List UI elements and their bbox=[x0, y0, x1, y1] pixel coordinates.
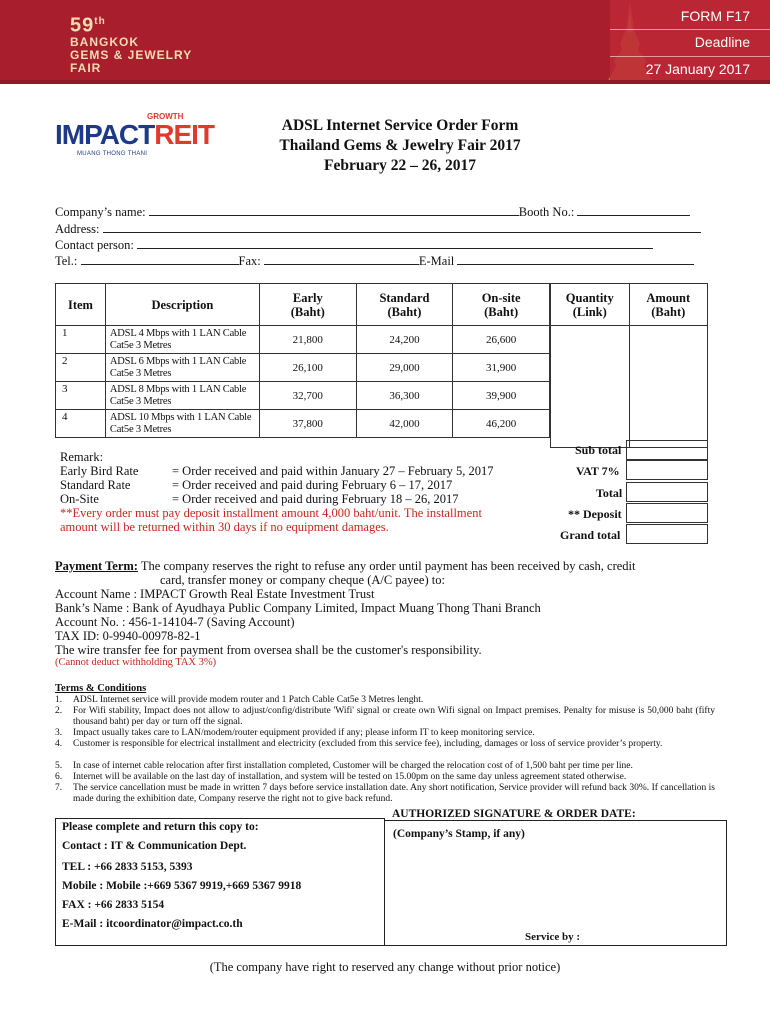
price-table bbox=[55, 283, 550, 438]
table-row bbox=[56, 354, 550, 382]
tel-field[interactable] bbox=[81, 254, 239, 265]
row-item: 2 bbox=[56, 354, 106, 382]
return-tel: TEL : +66 2833 5153, 5393 bbox=[62, 861, 193, 873]
remark-standard: Standard Rate = Order received and paid during February 6 – 17, 2017 bbox=[60, 478, 453, 492]
total-field[interactable] bbox=[626, 482, 708, 502]
tel-label: Tel.: bbox=[55, 254, 78, 268]
term-item: 3. Impact usually takes care to LAN/modem/router equipment provided if any; please inform IT to keep monitoring service. bbox=[55, 728, 535, 738]
table-header-row bbox=[56, 284, 550, 326]
sub-total-field[interactable] bbox=[626, 440, 708, 460]
total-label: Total bbox=[596, 486, 623, 500]
term-item: 6. Internet will be available on the last day of installation, and system will be tested on 15.00pm on the same day unless agreement stated otherwise. bbox=[55, 772, 627, 782]
company-line bbox=[55, 205, 690, 220]
company-label: Company’s name: bbox=[55, 205, 146, 219]
title-line-3: February 22 – 26, 2017 bbox=[324, 157, 476, 174]
remark-early: Early Bird Rate = Order received and paid within January 27 – February 5, 2017 bbox=[60, 464, 494, 478]
banner-stripe bbox=[0, 80, 770, 84]
table-row bbox=[56, 410, 550, 438]
logo-main-right: REIT bbox=[154, 119, 215, 150]
company-field[interactable] bbox=[149, 205, 519, 216]
row-description: ADSL 4 Mbps with 1 LAN Cable Cat5e 3 Metres bbox=[105, 326, 259, 354]
sub-total-label: Sub total bbox=[575, 443, 622, 457]
amount-cell[interactable] bbox=[629, 326, 707, 354]
logo-sub: MUANG THONG THANI bbox=[77, 151, 148, 157]
table-row bbox=[56, 382, 550, 410]
divider bbox=[610, 29, 770, 30]
deposit-note-1: **Every order must pay deposit installment amount 4,000 baht/unit. The installment bbox=[60, 506, 482, 520]
header-early: Early (Baht) bbox=[259, 284, 356, 326]
return-fax: FAX : +66 2833 5154 bbox=[62, 899, 165, 911]
account-no: Account No. : 456-1-14104-7 (Saving Account) bbox=[55, 615, 295, 629]
quantity-cell[interactable] bbox=[551, 354, 630, 382]
term-item: 1. ADSL Internet service will provide modem router and 1 Patch Cable Cat5e 3 Metres lenght. bbox=[55, 695, 424, 705]
row-early-price: 21,800 bbox=[259, 326, 356, 354]
booth-field[interactable] bbox=[577, 205, 690, 216]
header-quantity: Quantity (Link) bbox=[551, 284, 630, 326]
row-description: ADSL 8 Mbps with 1 LAN Cable Cat5e 3 Metres bbox=[105, 382, 259, 410]
return-instruction: Please complete and return this copy to: bbox=[62, 821, 259, 833]
row-onsite-price: 26,600 bbox=[453, 326, 550, 354]
amount-cell[interactable] bbox=[629, 354, 707, 382]
vat-field[interactable] bbox=[626, 460, 708, 480]
footer-note: (The company have right to reserved any change without prior notice) bbox=[209, 960, 561, 974]
address-field[interactable] bbox=[103, 222, 701, 233]
return-contact: Contact : IT & Communication Dept. bbox=[62, 840, 247, 852]
term-item: 7. The service cancellation must be made in written 7 days before service installation date. Any short notification, Service provider will refund back 30%. If cancellation is made during the exhibition date, Company reserve the right not to give back refund. bbox=[55, 783, 715, 804]
table-row bbox=[551, 354, 708, 382]
form-code: FORM F17 bbox=[680, 8, 750, 24]
row-early-price: 32,700 bbox=[259, 382, 356, 410]
term-item: 4. Customer is responsible for electrical installment and electricity (excluded from this service fee), including, damages or loss of service provider’s property. bbox=[55, 739, 663, 749]
row-item: 3 bbox=[56, 382, 106, 410]
row-onsite-price: 46,200 bbox=[453, 410, 550, 438]
address-label: Address: bbox=[55, 222, 100, 236]
account-name: Account Name : IMPACT Growth Real Estate Investment Trust bbox=[55, 587, 375, 601]
email-label: E-Mail bbox=[418, 254, 455, 268]
tel-fax-email-line bbox=[55, 254, 694, 269]
row-standard-price: 29,000 bbox=[356, 354, 453, 382]
header-item: Item bbox=[56, 284, 106, 326]
remark-onsite: On-Site = Order received and paid during February 18 – 26, 2017 bbox=[60, 492, 459, 506]
impact-logo bbox=[55, 112, 215, 165]
table-row bbox=[56, 326, 550, 354]
header-onsite: On-site (Baht) bbox=[453, 284, 550, 326]
remark-title: Remark: bbox=[60, 450, 104, 464]
return-email: E-Mail : itcoordinator@impact.co.th bbox=[62, 918, 243, 930]
row-standard-price: 24,200 bbox=[356, 326, 453, 354]
row-description: ADSL 6 Mbps with 1 LAN Cable Cat5e 3 Metres bbox=[105, 354, 259, 382]
form-title bbox=[200, 116, 600, 176]
row-onsite-price: 31,900 bbox=[453, 354, 550, 382]
fair-logo bbox=[70, 12, 192, 75]
grand-total-field[interactable] bbox=[626, 524, 708, 544]
withholding-note: (Cannot deduct withholding TAX 3%) bbox=[55, 657, 217, 668]
contact-person-field[interactable] bbox=[137, 238, 653, 249]
table-row bbox=[551, 410, 708, 438]
row-item: 4 bbox=[56, 410, 106, 438]
header-amount: Amount (Baht) bbox=[629, 284, 707, 326]
row-onsite-price: 39,900 bbox=[453, 382, 550, 410]
fair-line-2: GEMS & JEWELRY bbox=[70, 47, 193, 62]
deadline-label: Deadline bbox=[694, 34, 750, 50]
vat-label: VAT 7% bbox=[576, 464, 620, 478]
row-early-price: 37,800 bbox=[259, 410, 356, 438]
table-row bbox=[551, 326, 708, 354]
deposit-note-2: amount will be returned within 30 days if no equipment damages. bbox=[60, 520, 389, 534]
contact-person-line bbox=[55, 238, 653, 253]
fair-number-suffix: th bbox=[94, 16, 106, 27]
wire-note: The wire transfer fee for payment from oversea shall be the customer's responsibility. bbox=[55, 643, 482, 657]
tax-id: TAX ID: 0-9940-00978-82-1 bbox=[55, 629, 201, 643]
booth-label: Booth No.: bbox=[518, 205, 575, 219]
quantity-cell[interactable] bbox=[551, 410, 630, 438]
header-standard: Standard (Baht) bbox=[356, 284, 453, 326]
title-line-2: Thailand Gems & Jewelry Fair 2017 bbox=[279, 137, 521, 154]
term-item: 5. In case of internet cable relocation after first installation completed, Customer will be charged the relocation cost of of 1,500 baht per time per line. bbox=[55, 761, 633, 771]
row-description: ADSL 10 Mbps with 1 LAN Cable Cat5e 3 Metres bbox=[105, 410, 259, 438]
company-stamp-label: (Company’s Stamp, if any) bbox=[393, 828, 525, 840]
logo-tag: GROWTH bbox=[147, 112, 184, 121]
contact-person-label: Contact person: bbox=[55, 238, 134, 252]
header-banner bbox=[0, 0, 770, 84]
fair-number: 59 bbox=[70, 14, 95, 37]
header-description: Description bbox=[105, 284, 259, 326]
quantity-cell[interactable] bbox=[551, 382, 630, 410]
row-standard-price: 36,300 bbox=[356, 382, 453, 410]
address-line bbox=[55, 222, 701, 237]
deadline-date: 27 January 2017 bbox=[645, 61, 750, 77]
amount-cell[interactable] bbox=[629, 382, 707, 410]
title-line-1: ADSL Internet Service Order Form bbox=[281, 117, 519, 134]
grand-total-label: Grand total bbox=[560, 528, 621, 542]
table-row bbox=[551, 382, 708, 410]
terms-heading: Terms & Conditions bbox=[55, 683, 147, 694]
row-item: 1 bbox=[56, 326, 106, 354]
deadline-box bbox=[610, 0, 770, 84]
fair-line-3: FAIR bbox=[70, 60, 102, 75]
quantity-cell[interactable] bbox=[551, 326, 630, 354]
divider bbox=[610, 56, 770, 57]
deposit-label: ** Deposit bbox=[568, 507, 622, 521]
fair-line-1: BANGKOK bbox=[70, 34, 139, 49]
email-field[interactable] bbox=[457, 254, 694, 265]
row-standard-price: 42,000 bbox=[356, 410, 453, 438]
amount-cell[interactable] bbox=[629, 410, 707, 438]
fax-field[interactable] bbox=[264, 254, 419, 265]
bank-name: Bank’s Name : Bank of Ayudhaya Public Company Limited, Impact Muang Thong Thani Branch bbox=[55, 601, 541, 615]
return-mobile: Mobile : Mobile :+669 5367 9919,+669 5367 9918 bbox=[62, 880, 302, 892]
service-by-label: Service by : bbox=[525, 931, 580, 943]
deposit-field[interactable] bbox=[626, 503, 708, 523]
row-early-price: 26,100 bbox=[259, 354, 356, 382]
payment-term-head: Payment Term: bbox=[55, 559, 138, 573]
authorized-signature-title: AUTHORIZED SIGNATURE & ORDER DATE: bbox=[392, 808, 636, 820]
quantity-amount-table bbox=[550, 283, 708, 448]
payment-term-cont: card, transfer money or company cheque (A/C payee) to: bbox=[160, 573, 445, 587]
payment-term: Payment Term: The company reserves the right to refuse any order until payment has been received by cash, credit bbox=[55, 559, 636, 573]
table-header-row bbox=[551, 284, 708, 326]
term-item: 2. For Wifi stability, Impact does not allow to adjust/config/distribute 'Wifi' signal or create own Wifi signal on Impact premises. Penalty for misuse is 50,000 baht (fifty thousand baht) per day or turn off the signal. bbox=[55, 706, 715, 727]
logo-main-left: IMPACT bbox=[55, 119, 155, 150]
fax-label: Fax: bbox=[238, 254, 261, 268]
